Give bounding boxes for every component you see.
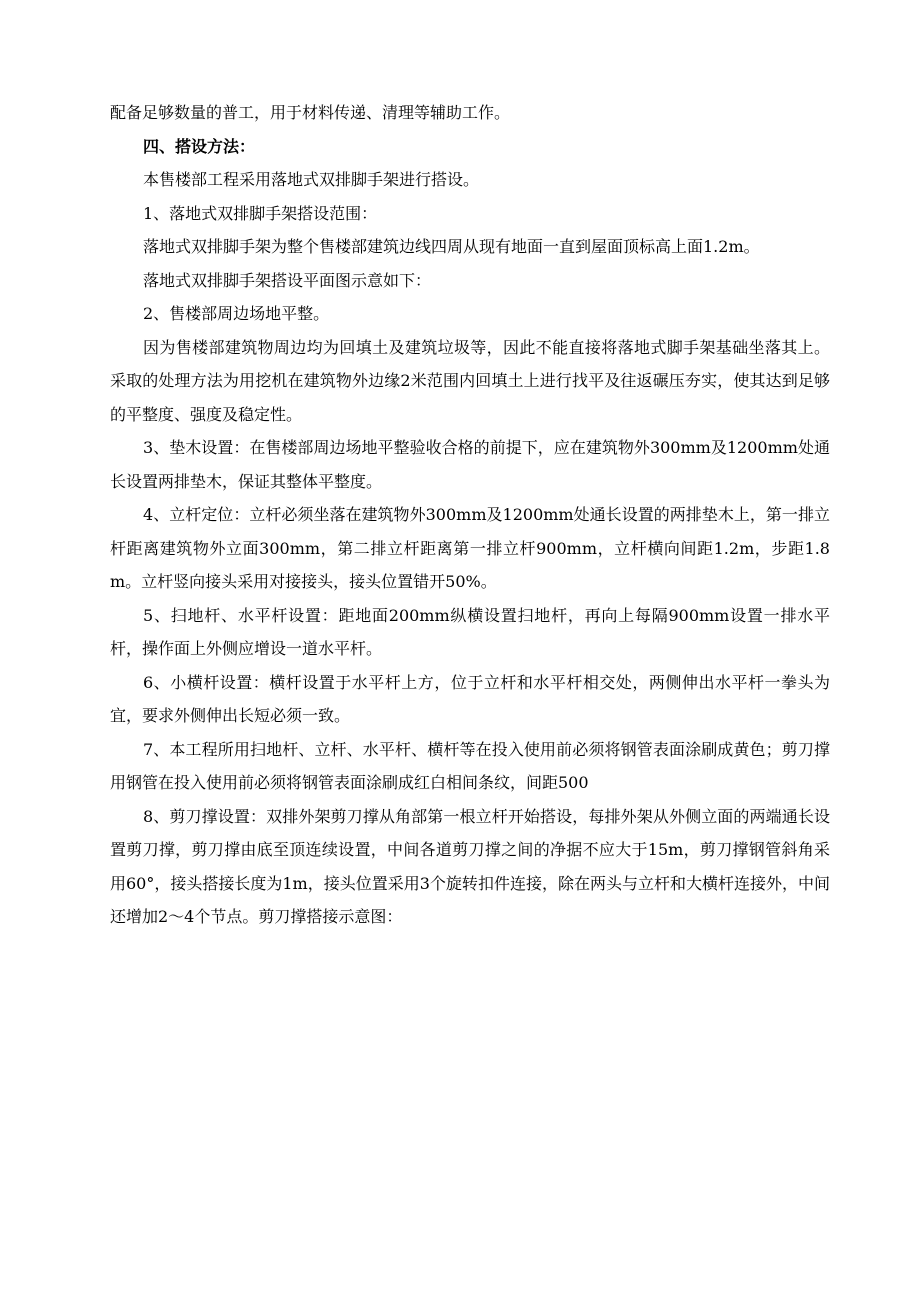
item-6-crossbars: 6、小横杆设置：横杆设置于水平杆上方，位于立杆和水平杆相交处，两侧伸出水平杆一拳头为宜，要求外侧伸出长短必须一致。	[110, 672, 830, 725]
paragraph-range: 落地式双排脚手架为整个售楼部建筑边线四周从现有地面一直到屋面顶标高上面1.2m。	[143, 237, 760, 256]
paragraph-labor: 配备足够数量的普工，用于材料传递、清理等辅助工作。	[110, 103, 511, 122]
item-4-pole-position: 4、立杆定位：立杆必须坐落在建筑物外300mm及1200mm处通长设置的两排垫木上，第一排立杆距离建筑物外立面300mm，第二排立杆距离第一排立杆900mm，立杆横向间距1.2m，步距1.8m。立杆竖向接头采用对接接头，接头位置错开50%。	[110, 505, 830, 591]
item-1-heading: 1、落地式双排脚手架搭设范围：	[143, 203, 378, 223]
paragraph-plan-note: 落地式双排脚手架搭设平面图示意如下：	[143, 270, 432, 290]
paragraph-method-intro: 本售楼部工程采用落地式双排脚手架进行搭设。	[143, 170, 480, 189]
item-7-painting: 7、本工程所用扫地杆、立杆、水平杆、横杆等在投入使用前必须将钢管表面涂刷成黄色；剪刀撑用钢管在投入使用前必须将钢管表面涂刷成红白相间条纹，间距500	[110, 739, 830, 792]
paragraph-site-leveling: 因为售楼部建筑物周边均为回填土及建筑垃圾等，因此不能直接将落地式脚手架基础坐落其上。采取的处理方法为用挖机在建筑物外边缘2米范围内回填土上进行找平及往返碾压夯实，使其达到足够的平整度、强度及稳定性。	[110, 337, 830, 424]
item-3-wood-pads: 3、垫木设置：在售楼部周边场地平整验收合格的前提下，应在建筑物外300mm及1200mm处通长设置两排垫木，保证其整体平整度。	[110, 438, 830, 491]
item-2-heading: 2、售楼部周边场地平整。	[143, 304, 330, 323]
section-heading: 四、搭设方法：	[143, 136, 256, 156]
item-5-sweep-rods: 5、扫地杆、水平杆设置：距地面200mm纵横设置扫地杆，再向上每隔900mm设置一排水平杆，操作面上外侧应增设一道水平杆。	[110, 605, 830, 658]
item-8-bracing: 8、剪刀撑设置：双排外架剪刀撑从角部第一根立杆开始搭设，每排外架从外侧立面的两端通长设置剪刀撑，剪刀撑由底至顶连续设置，中间各道剪刀撑之间的净据不应大于15m，剪刀撑钢管斜角采用60°，接头搭接长度为1m，接头位置采用3个旋转扣件连接，除在两头与立杆和大横杆连接外，中间还增加2～4个节点。剪刀撑搭接示意图：	[110, 806, 830, 926]
document-page	[110, 96, 830, 934]
